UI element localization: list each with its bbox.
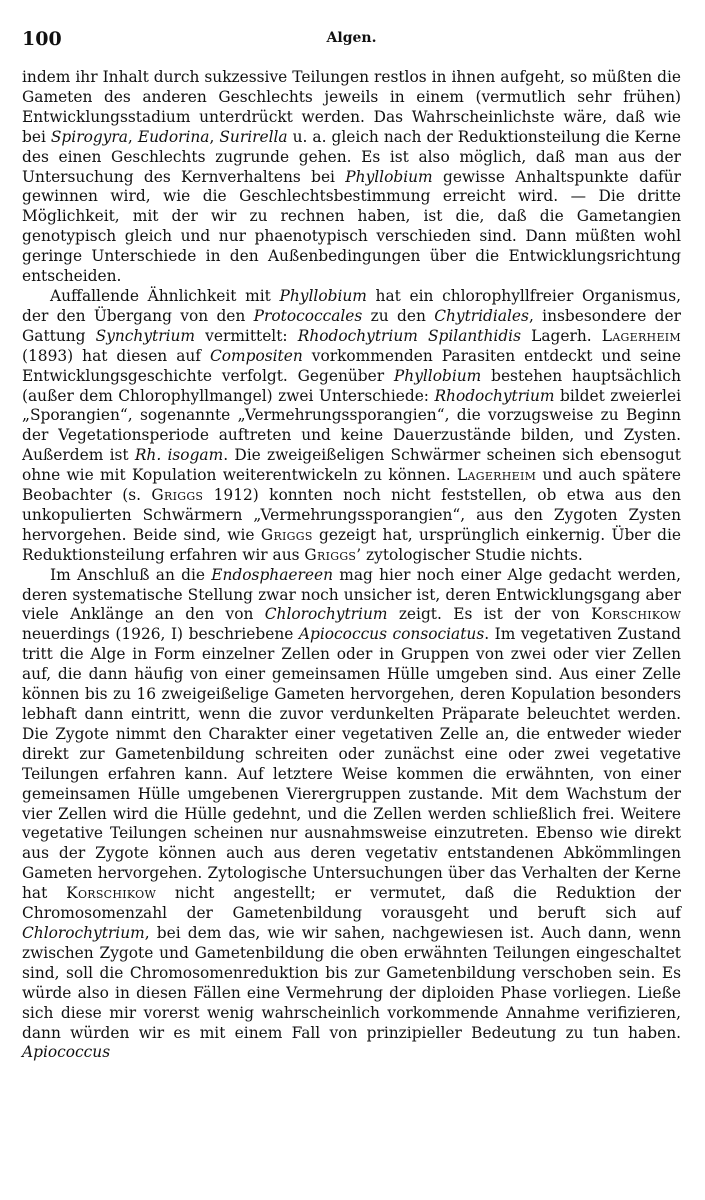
text-run: nicht angestellt; er vermutet, daß die Reduktion der Chromosomenzahl der Gametenbildung vorausgeht und beruft sich auf [22, 884, 681, 923]
paragraph-1 [22, 68, 681, 287]
italic-term: Protococcales [253, 306, 363, 325]
italic-term: Apiococcus consociatus [298, 625, 485, 644]
text-run: indem ihr Inhalt durch sukzessive Teilungen restlos in ihnen aufgeht, so müßten die Gameten des anderen Geschlechts jeweils in einem (vermutlich sehr frühen) Entwicklungsstadium unterdrückt werden. Das Wahrscheinlichste wäre, daß wie bei [22, 68, 681, 146]
italic-term: Chytridiales [434, 306, 529, 325]
text-run: gewisse Anhaltspunkte dafür gewinnen wird, wie die Geschlechtsbestimmung erreicht wird. — Die dritte Möglichkeit, mit der wir zu rechnen haben, ist die, daß die Gametangien genotypisch gleich und nur phaenotypisch verschieden sind. Dann müßten wohl geringe Unterschiede in den Außenbedingungen über die Entwicklungsrichtung entscheiden. [22, 167, 681, 286]
author-name: Griggs [304, 545, 357, 564]
author-name: Lagerheim [601, 326, 681, 345]
author-name: Lagerheim [456, 466, 537, 485]
text-run: vorkommenden Parasiten entdeckt und seine Entwicklungsgeschichte verfolgt. Gegenüber [22, 346, 681, 385]
text-run: , bei dem das, wie wir sahen, nachgewiesen ist. Auch dann, wenn zwischen Zygote und Gametenbildung die oben erwähnten Teilungen eingeschaltet sind, soll die Chromosomenreduktion bis zur Gametenbildung verschoben sein. Es würde also in diesen Fällen eine Vermehrung der diploiden Phase vorliegen. Ließe sich diese mir vorerst wenig wahrscheinlich vorkommende Annahme verifizieren, dann würden wir es mit einem Fall von prinzipieller Bedeutung zu tun haben. [22, 923, 681, 1042]
paragraph-3 [22, 566, 681, 1064]
text-run: Lagerh. [521, 326, 602, 345]
italic-term: Phyllobium [345, 167, 433, 186]
italic-term: Synchytrium [95, 326, 196, 345]
italic-term: Chlorochytrium [264, 605, 388, 624]
running-title: Algen. [326, 30, 377, 46]
italic-term: Surirella [219, 127, 288, 146]
text-run: . Die zweigeißeligen Schwärmer scheinen sich ebensogut ohne wie mit Kopulation weiterentwickeln zu können. [22, 446, 681, 485]
italic-term: Rh. isogam [134, 446, 224, 465]
italic-term: Chlorochytrium [22, 923, 145, 942]
text-run: , [209, 127, 220, 146]
text-run: hat ein chlorophyllfreier Organismus, der den Übergang von den [22, 286, 682, 325]
text-run: , insbesondere der Gattung [22, 306, 681, 345]
text-run: zu den [362, 306, 435, 325]
text-run: vermittelt: [195, 326, 298, 345]
text-run: zeigt. Es ist der von [387, 605, 592, 624]
author-name: Griggs [260, 525, 313, 544]
italic-term: Endosphaereen [211, 565, 333, 584]
text-run: neuerdings (1926, I) beschriebene [22, 625, 299, 644]
text-run: bildet zweierlei „Sporangien“, sogenannte „Vermehrungssporangien“, die vorzugsweise zu Beginn der Vegetationsperiode auftreten und keine Dauerzustände bilden, und Zysten. Außerdem ist [22, 386, 681, 465]
italic-term: Rhodochytrium Spilanthidis [297, 326, 521, 345]
text-run: . Im vegetativen Zustand tritt die Alge in Form einzelner Zellen oder in Gruppen von zwei oder vier Zellen auf, die dann häufig von einer gemeinsamen Hülle umgeben sind. Aus einer Zelle können bis zu 16 zweigeißelige Gameten hervorgehen, deren Kopulation besonders lebhaft dann eintritt, wenn die zuvor verdunkelten Präparate beleuchtet werden. Die Zygote nimmt den Charakter einer vegetativen Zelle an, die entweder wieder direkt zur Gametenbildung schreiten oder zunächst eine oder zwei vegetative Teilungen erfahren kann. Auf letztere Weise kommen die erwähnten, von einer gemeinsamen Hülle umgebenen Vierergruppen zustande. Mit dem Wachstum der vier Zellen wird die Hülle gedehnt, und die Zellen werden schließlich frei. Weitere vegetative Teilungen scheinen nur ausnahmsweise einzutreten. Ebenso wie direkt aus der Zygote können auch aus deren vegetativ entstandenen Abkömmlingen Gameten hervorgehen. Zytologische Untersuchungen über das Verhalten der Kerne hat [22, 625, 681, 903]
author-name: Korschikow [591, 605, 681, 624]
italic-term: Apiococcus [22, 1043, 111, 1062]
italic-term: Eudorina [137, 127, 210, 146]
text-run: Im Anschluß an die [50, 565, 212, 584]
author-name: Korschikow [66, 884, 157, 903]
italic-term: Compositen [209, 346, 303, 365]
text-run: gezeigt hat, ursprünglich einkernig. Über die Reduktionsteilung erfahren wir aus [22, 525, 681, 564]
italic-term: Rhodochytrium [434, 386, 555, 405]
text-run: 1912) konnten noch nicht feststellen, ob etwa aus den unkopulierten Schwärmern „Vermehrungssporangien“, aus den Zygoten Zysten hervorgehen. Beide sind, wie [22, 486, 681, 544]
text-run: , [127, 127, 138, 146]
italic-term: Phyllobium [279, 286, 367, 305]
text-run: mag hier noch einer Alge gedacht werden, deren systematische Stellung zwar noch unsicher ist, deren Entwicklungsgang aber viele Anklänge an den von [22, 565, 681, 624]
author-name: Griggs [151, 486, 204, 505]
page-number: 100 [22, 28, 62, 50]
italic-term: Phyllobium [393, 366, 482, 385]
paragraph-2 [22, 287, 681, 566]
text-run: und auch spätere Beobachter (s. [22, 466, 681, 505]
book-page [22, 28, 681, 1063]
text-run: ’ zytologischer Studie nichts. [356, 545, 583, 564]
italic-term: Spirogyra [50, 127, 128, 146]
text-run: (1893) hat diesen auf [22, 346, 210, 365]
running-head [22, 28, 681, 54]
text-run: u. a. gleich nach der Reduktionsteilung die Kerne des einen Geschlechts zugrunde gehen. Es ist also möglich, daß man aus der Untersuchung des Kernverhaltens bei [22, 127, 681, 186]
text-run: bestehen hauptsächlich (außer dem Chlorophyllmangel) zwei Unterschiede: [22, 366, 682, 405]
body-text [22, 68, 681, 1063]
text-run: Auffallende Ähnlichkeit mit [50, 286, 280, 305]
